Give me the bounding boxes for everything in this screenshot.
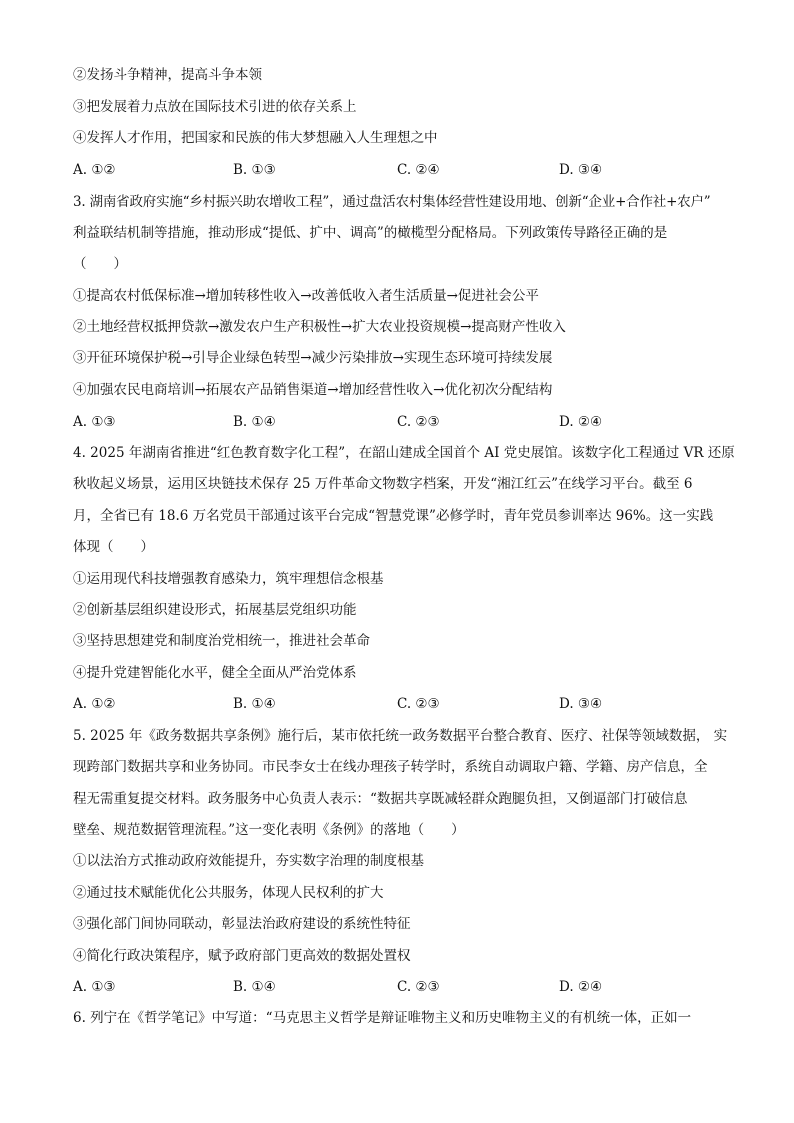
q4-option-4: ④提升党建智能化水平，健全全面从严治党体系 (73, 665, 357, 681)
q5-choice-b: B. ①④ (233, 979, 276, 995)
q6-stem-line-1: 6. 列宁在《哲学笔记》中写道：“马克思主义哲学是辩证唯物主义和历史唯物主义的有机统一体，正如一 (73, 1010, 692, 1026)
q2-choice-b: B. ①③ (233, 162, 276, 178)
q3-stem-line-1: 3. 湖南省政府实施“乡村振兴助农增收工程”，通过盘活农村集体经营性建设用地、创新“企业+合作社+农户” (73, 194, 711, 210)
q5-option-2: ②通过技术赋能优化公共服务，体现人民权利的扩大 (73, 885, 384, 901)
q5-stem-line-1: 5. 2025 年《政务数据共享条例》施行后，某市依托统一政务数据平台整合教育、医疗、社保等领域数据， 实 (73, 728, 728, 744)
q5-stem-line-4: 壁垒、规范数据管理流程。”这一变化表明《条例》的落地（ ） (73, 822, 465, 838)
q3-stem-line-3: （ ） (73, 256, 127, 272)
q2-choice-c: C. ②④ (397, 162, 440, 178)
q3-choice-d: D. ②④ (559, 414, 603, 430)
q3-option-4: ④加强农民电商培训→拓展农产品销售渠道→增加经营性收入→优化初次分配结构 (73, 382, 553, 398)
q2-option-4: ④发挥人才作用，把国家和民族的伟大梦想融入人生理想之中 (73, 130, 438, 146)
q4-choice-d: D. ③④ (559, 696, 603, 712)
q3-option-1: ①提高农村低保标准→增加转移性收入→改善低收入者生活质量→促进社会公平 (73, 288, 539, 304)
q3-choice-c: C. ②③ (397, 414, 440, 430)
q2-option-3: ③把发展着力点放在国际技术引进的依存关系上 (73, 99, 357, 115)
q4-stem-line-1: 4. 2025 年湖南省推进“红色教育数字化工程”，在韶山建成全国首个 AI 党史展馆。该数字化工程通过 VR 还原 (73, 445, 735, 461)
q5-stem-line-2: 现跨部门数据共享和业务协同。市民李女士在线办理孩子转学时，系统自动调取户籍、学籍、房产信息，全 (73, 759, 708, 775)
q5-option-4: ④简化行政决策程序，赋予政府部门更高效的数据处置权 (73, 948, 411, 964)
q4-option-2: ②创新基层组织建设形式，拓展基层党组织功能 (73, 602, 357, 618)
q4-choice-b: B. ①④ (233, 696, 276, 712)
q4-stem-line-3: 月，全省已有 18.6 万名党员干部通过该平台完成“智慧党课”必修学时，青年党员参训率达 96%。这一实践 (73, 508, 714, 524)
q3-choice-a: A. ①③ (73, 414, 116, 430)
q3-choice-b: B. ①④ (233, 414, 276, 430)
q5-choice-c: C. ②③ (397, 979, 440, 995)
q5-stem-line-3: 程无需重复提交材料。政务服务中心负责人表示：“数据共享既减轻群众跑腿负担，又倒逼部门打破信息 (73, 791, 688, 807)
q5-option-3: ③强化部门间协同联动，彰显法治政府建设的系统性特征 (73, 916, 411, 932)
q2-choice-a: A. ①② (73, 162, 116, 178)
q4-choice-a: A. ①② (73, 696, 116, 712)
q5-option-1: ①以法治方式推动政府效能提升，夯实数字治理的制度根基 (73, 853, 424, 869)
q4-option-3: ③坚持思想建党和制度治党相统一，推进社会革命 (73, 633, 370, 649)
q5-choice-d: D. ②④ (559, 979, 603, 995)
q4-stem-line-4: 体现（ ） (73, 539, 154, 555)
q4-choice-c: C. ②③ (397, 696, 440, 712)
q2-option-2: ②发扬斗争精神，提高斗争本领 (73, 67, 262, 83)
q3-option-2: ②土地经营权抵押贷款→激发农户生产积极性→扩大农业投资规模→提高财产性收入 (73, 319, 566, 335)
q2-choice-d: D. ③④ (559, 162, 603, 178)
q3-option-3: ③开征环境保护税→引导企业绿色转型→减少污染排放→实现生态环境可持续发展 (73, 350, 553, 366)
q5-choice-a: A. ①③ (73, 979, 116, 995)
q3-stem-line-2: 利益联结机制等措施，推动形成“提低、扩中、调高”的橄榄型分配格局。下列政策传导路径正确的是 (73, 225, 668, 241)
q4-stem-line-2: 秋收起义场景，运用区块链技术保存 25 万件革命文物数字档案，开发“湘江红云”在线学习平台。截至 6 (73, 476, 693, 492)
q4-option-1: ①运用现代科技增强教育感染力，筑牢理想信念根基 (73, 571, 384, 587)
